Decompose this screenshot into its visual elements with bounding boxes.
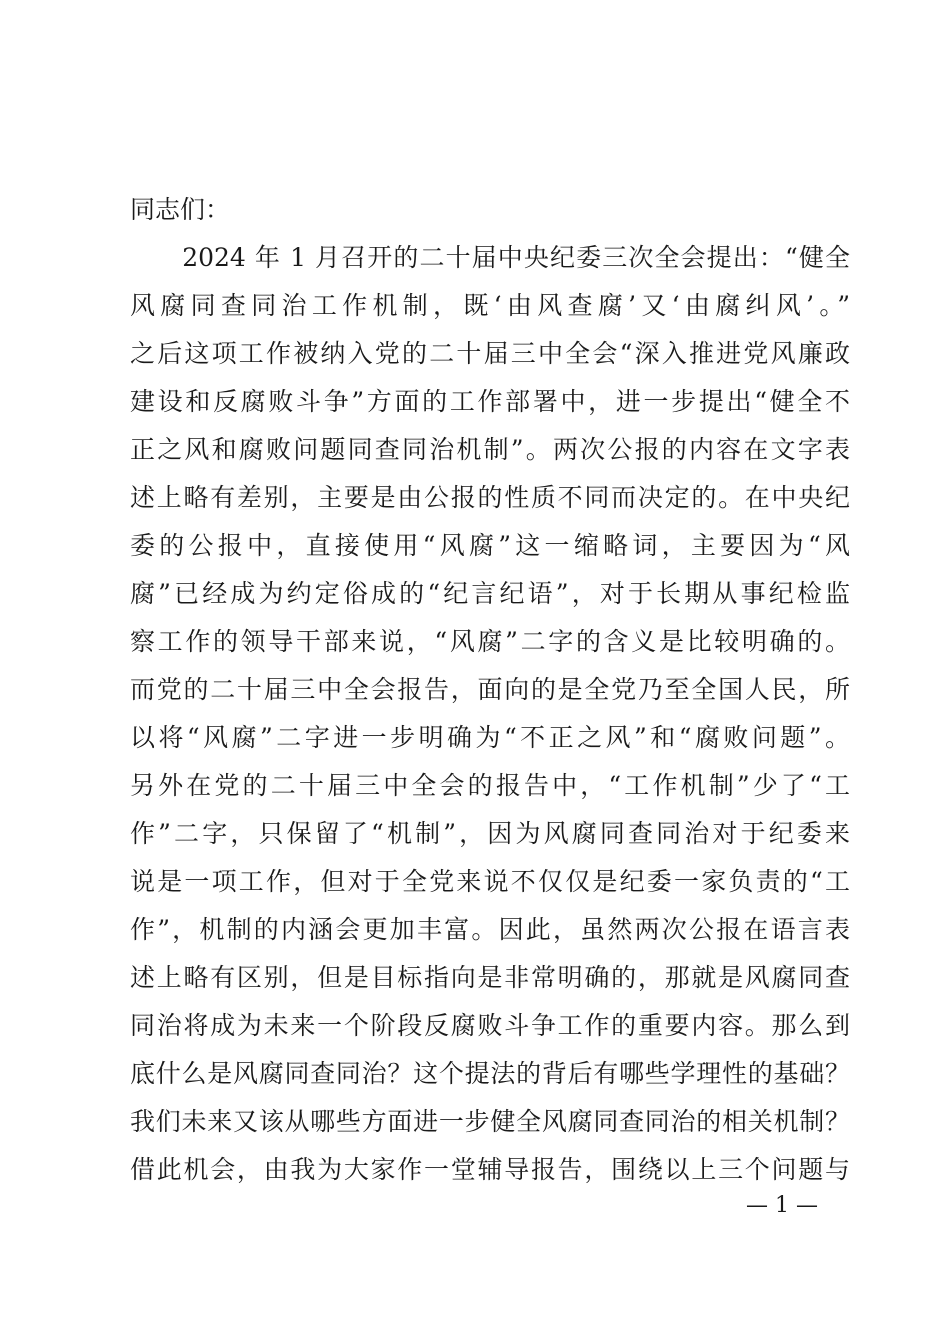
paragraph-line: 风腐同查同治工作机制，既‘由风查腐’又‘由腐纠风’。” bbox=[130, 291, 850, 320]
paragraph-line: 底什么是风腐同查同治？这个提法的背后有哪些学理性的基础？ bbox=[130, 1059, 850, 1088]
paragraph-line: 同治将成为未来一个阶段反腐败斗争工作的重要内容。那么到 bbox=[130, 1011, 850, 1040]
paragraph-line: 委的公报中，直接使用“风腐”这一缩略词，主要因为“风 bbox=[130, 531, 850, 560]
paragraph-line: 以将“风腐”二字进一步明确为“不正之风”和“腐败问题”。 bbox=[130, 723, 850, 752]
paragraph-line: 述上略有差别，主要是由公报的性质不同而决定的。在中央纪 bbox=[130, 483, 850, 512]
paragraph-line: 之后这项工作被纳入党的二十届三中全会“深入推进党风廉政 bbox=[130, 339, 850, 368]
page-number: — 1 — bbox=[746, 1193, 818, 1218]
paragraph-line: 作”二字，只保留了“机制”，因为风腐同查同治对于纪委来 bbox=[130, 819, 850, 848]
paragraph-line: 正之风和腐败问题同查同治机制”。两次公报的内容在文字表 bbox=[130, 435, 850, 464]
paragraph-line: 说是一项工作，但对于全党来说不仅仅是纪委一家负责的“工 bbox=[130, 867, 850, 896]
paragraph-line: 2024 年 1 月召开的二十届中央纪委三次全会提出：“健全 bbox=[130, 243, 850, 272]
paragraph-line: 我们未来又该从哪些方面进一步健全风腐同查同治的相关机制？ bbox=[130, 1107, 850, 1136]
salutation: 同志们： bbox=[130, 195, 231, 224]
paragraph-line: 建设和反腐败斗争”方面的工作部署中，进一步提出“健全不 bbox=[130, 387, 850, 416]
body-text bbox=[130, 186, 850, 1194]
paragraph-line: 腐”已经成为约定俗成的“纪言纪语”，对于长期从事纪检监 bbox=[130, 579, 850, 608]
paragraph-line: 述上略有区别，但是目标指向是非常明确的，那就是风腐同查 bbox=[130, 963, 850, 992]
paragraph-line: 而党的二十届三中全会报告，面向的是全党乃至全国人民，所 bbox=[130, 675, 850, 704]
paragraph-line: 另外在党的二十届三中全会的报告中，“工作机制”少了“工 bbox=[130, 771, 850, 800]
page-number-container bbox=[0, 1188, 950, 1224]
paragraph-line: 借此机会，由我为大家作一堂辅导报告，围绕以上三个问题与 bbox=[130, 1155, 850, 1184]
paragraph-line: 察工作的领导干部来说，“风腐”二字的含义是比较明确的。 bbox=[130, 627, 850, 656]
paragraph-line: 作”，机制的内涵会更加丰富。因此，虽然两次公报在语言表 bbox=[130, 915, 850, 944]
